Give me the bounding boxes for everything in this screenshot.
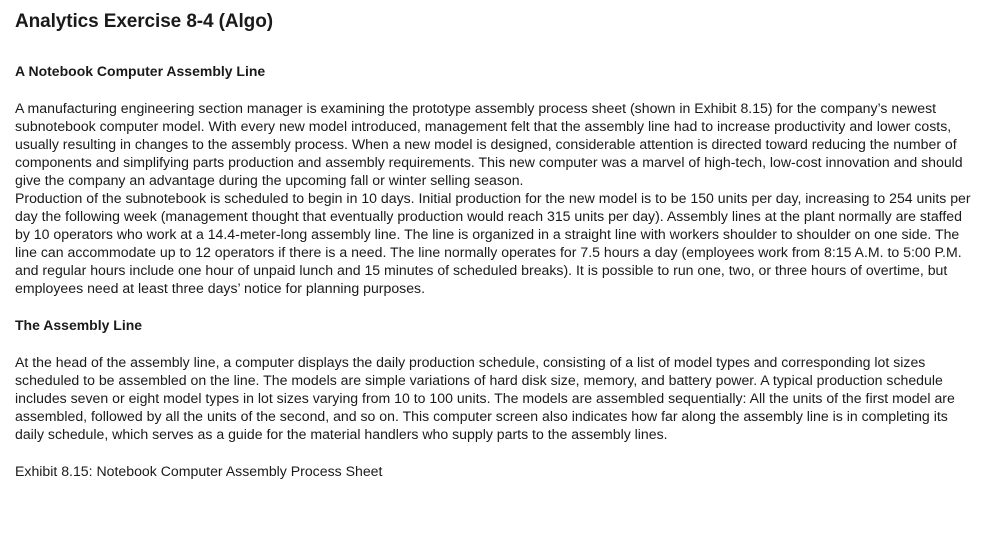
intro-paragraph: A manufacturing engineering section manager is examining the prototype assembly process sheet (shown in Exhibit 8.15) for the company’s newest subnotebook computer model. With every new model introduced, management felt that the assembly line had to increase productivity and lower costs, usually resulting in changes to the assembly process. When a new model is designed, considerable attention is directed toward reducing the number of components and simplifying parts production and assembly requirements. This new computer was a marvel of high-tech, low-cost innovation and should give the company an advantage during the upcoming fall or winter selling season. <box>15 100 963 188</box>
section-heading-notebook-assembly-line: A Notebook Computer Assembly Line <box>15 63 266 79</box>
exhibit-caption: Exhibit 8.15: Notebook Computer Assembly Process Sheet <box>15 463 383 479</box>
assembly-line-paragraph: At the head of the assembly line, a computer displays the daily production schedule, consisting of a list of model types and corresponding lot sizes scheduled to be assembled on the line. The models are simple variations of hard disk size, memory, and battery power. A typical production schedule includes seven or eight model types in lot sizes varying from 10 to 100 units. The models are assembled sequentially: All the units of the first model are assembled, followed by all the units of the second, and so on. This computer screen also indicates how far along the assembly line is in completing its daily schedule, which serves as a guide for the material handlers who supply parts to the assembly lines. <box>15 354 955 442</box>
production-paragraph: Production of the subnotebook is scheduled to begin in 10 days. Initial production for the new model is to be 150 units per day, increasing to 254 units per day the following week (management thought that eventually production would reach 315 units per day). Assembly lines at the plant normally are staffed by 10 operators who work at a 14.4-meter-long assembly line. The line is organized in a straight line with workers shoulder to shoulder on one side. The line can accommodate up to 12 operators if there is a need. The line normally operates for 7.5 hours a day (employees work from 8:15 A.M. to 5:00 P.M. and regular hours include one hour of unpaid lunch and 15 minutes of scheduled breaks). It is possible to run one, two, or three hours of overtime, but employees need at least three days’ notice for planning purposes. <box>15 190 971 296</box>
section-heading-assembly-line: The Assembly Line <box>15 317 143 333</box>
page-title: Analytics Exercise 8-4 (Algo) <box>15 11 273 32</box>
